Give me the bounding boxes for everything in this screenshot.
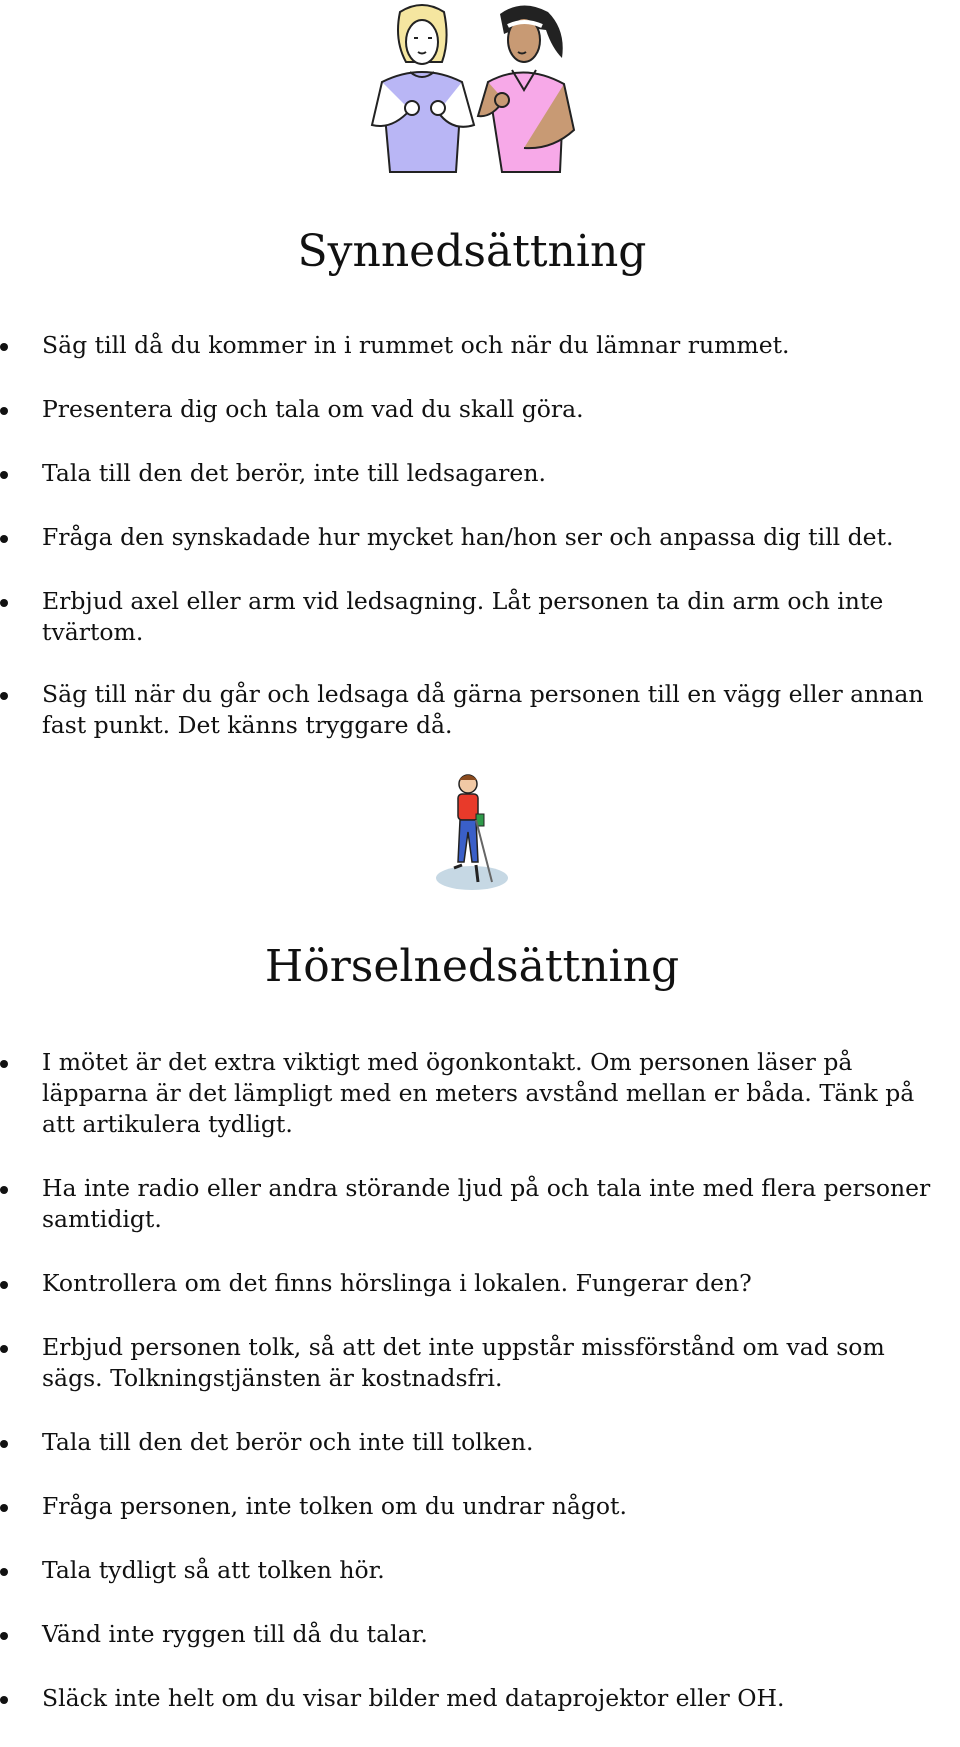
vision-tips-list [0, 330, 960, 772]
person-with-white-cane-illustration [432, 770, 512, 895]
list-item: Presentera dig och tala om vad du skall göra. [0, 394, 960, 425]
list-item: Tala till den det berör, inte till ledsagaren. [0, 458, 960, 489]
list-item: Fråga den synskadade hur mycket han/hon ser och anpassa dig till det. [0, 522, 960, 553]
bullet-icon [0, 1632, 8, 1640]
bullet-icon [0, 1568, 8, 1576]
bullet-icon [0, 535, 8, 543]
list-item: Erbjud personen tolk, så att det inte uppstår missförstånd om vad som sägs. Tolkningstjänsten är kostnadsfri. [0, 1332, 960, 1394]
bullet-icon [0, 1060, 8, 1068]
list-item: Säg till då du kommer in i rummet och när du lämnar rummet. [0, 330, 960, 361]
bullet-icon [0, 471, 8, 479]
bullet-icon [0, 1186, 8, 1194]
hearing-tips-list [0, 1047, 960, 1747]
list-item: Tala tydligt så att tolken hör. [0, 1555, 960, 1586]
list-item: I mötet är det extra viktigt med ögonkontakt. Om personen läser på läpparna är det lämpligt med en meters avstånd mellan er båda. Tänk på att artikulera tydligt. [0, 1047, 960, 1140]
list-item: Vänd inte ryggen till då du talar. [0, 1619, 960, 1650]
list-item: Erbjud axel eller arm vid ledsagning. Låt personen ta din arm och inte tvärtom. [0, 586, 960, 648]
list-item: Ha inte radio eller andra störande ljud på och tala inte med flera personer samtidigt. [0, 1173, 960, 1235]
bullet-icon [0, 599, 8, 607]
bullet-icon [0, 1696, 8, 1704]
two-women-signing-illustration [352, 0, 592, 178]
bullet-icon [0, 1440, 8, 1448]
bullet-icon [0, 407, 8, 415]
bullet-icon [0, 1281, 8, 1289]
bullet-icon [0, 692, 8, 700]
list-item: Säg till när du går och ledsaga då gärna personen till en vägg eller annan fast punkt. Det känns tryggare då. [0, 679, 960, 741]
list-item: Tala till den det berör och inte till tolken. [0, 1427, 960, 1458]
list-item: Kontrollera om det finns hörslinga i lokalen. Fungerar den? [0, 1268, 960, 1299]
bullet-icon [0, 1504, 8, 1512]
bullet-icon [0, 343, 8, 351]
section-heading-synnedsattning: Synnedsättning [297, 226, 647, 277]
list-item: Fråga personen, inte tolken om du undrar något. [0, 1491, 960, 1522]
section-heading-horselnedsattning: Hörselnedsättning [264, 941, 680, 992]
list-item: Släck inte helt om du visar bilder med dataprojektor eller OH. [0, 1683, 960, 1714]
bullet-icon [0, 1345, 8, 1353]
